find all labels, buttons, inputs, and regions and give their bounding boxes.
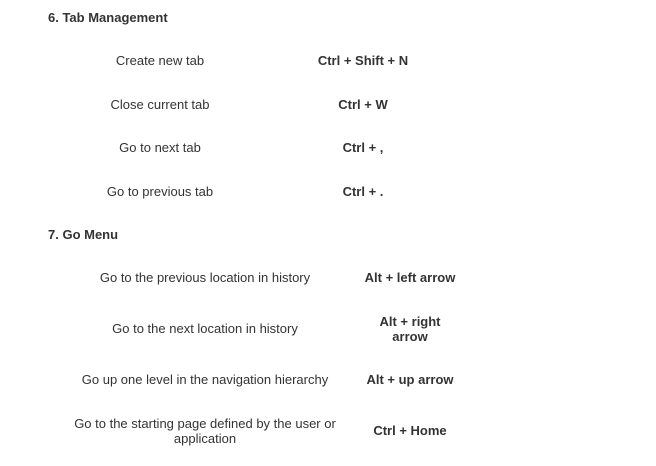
shortcut-keys: Alt + up arrow xyxy=(366,372,454,387)
table-row xyxy=(48,39,454,83)
go-menu-table xyxy=(48,256,458,460)
tab-management-table xyxy=(48,39,454,213)
table-row xyxy=(48,126,454,170)
table-row xyxy=(48,83,454,127)
shortcut-keys: Ctrl + Shift + N xyxy=(317,53,409,69)
shortcut-keys: Ctrl + . xyxy=(342,183,384,199)
shortcut-action: Close current tab xyxy=(110,96,210,112)
table-row xyxy=(48,358,458,401)
shortcut-action: Go to the previous location in history xyxy=(99,270,311,285)
table-row xyxy=(48,170,454,214)
section-heading-tab-management: 6. Tab Management xyxy=(48,10,168,25)
shortcut-keys: Ctrl + W xyxy=(338,96,388,112)
shortcut-action: Go to the starting page defined by the user or application xyxy=(74,415,336,446)
table-row xyxy=(48,401,458,460)
shortcut-keys: Ctrl + Home xyxy=(373,423,447,438)
shortcut-action: Go to previous tab xyxy=(106,183,214,199)
table-row xyxy=(48,256,458,299)
shortcut-action: Go to next tab xyxy=(119,140,201,156)
shortcut-keys: Alt + left arrow xyxy=(364,270,456,285)
shortcut-keys: Alt + right arrow xyxy=(379,313,441,344)
shortcut-action: Create new tab xyxy=(115,53,205,69)
section-heading-go-menu: 7. Go Menu xyxy=(48,227,119,242)
shortcut-action: Go up one level in the navigation hierarchy xyxy=(81,372,329,387)
table-row xyxy=(48,299,458,358)
shortcut-action: Go to the next location in history xyxy=(112,321,298,336)
shortcut-keys: Ctrl + , xyxy=(342,140,384,156)
